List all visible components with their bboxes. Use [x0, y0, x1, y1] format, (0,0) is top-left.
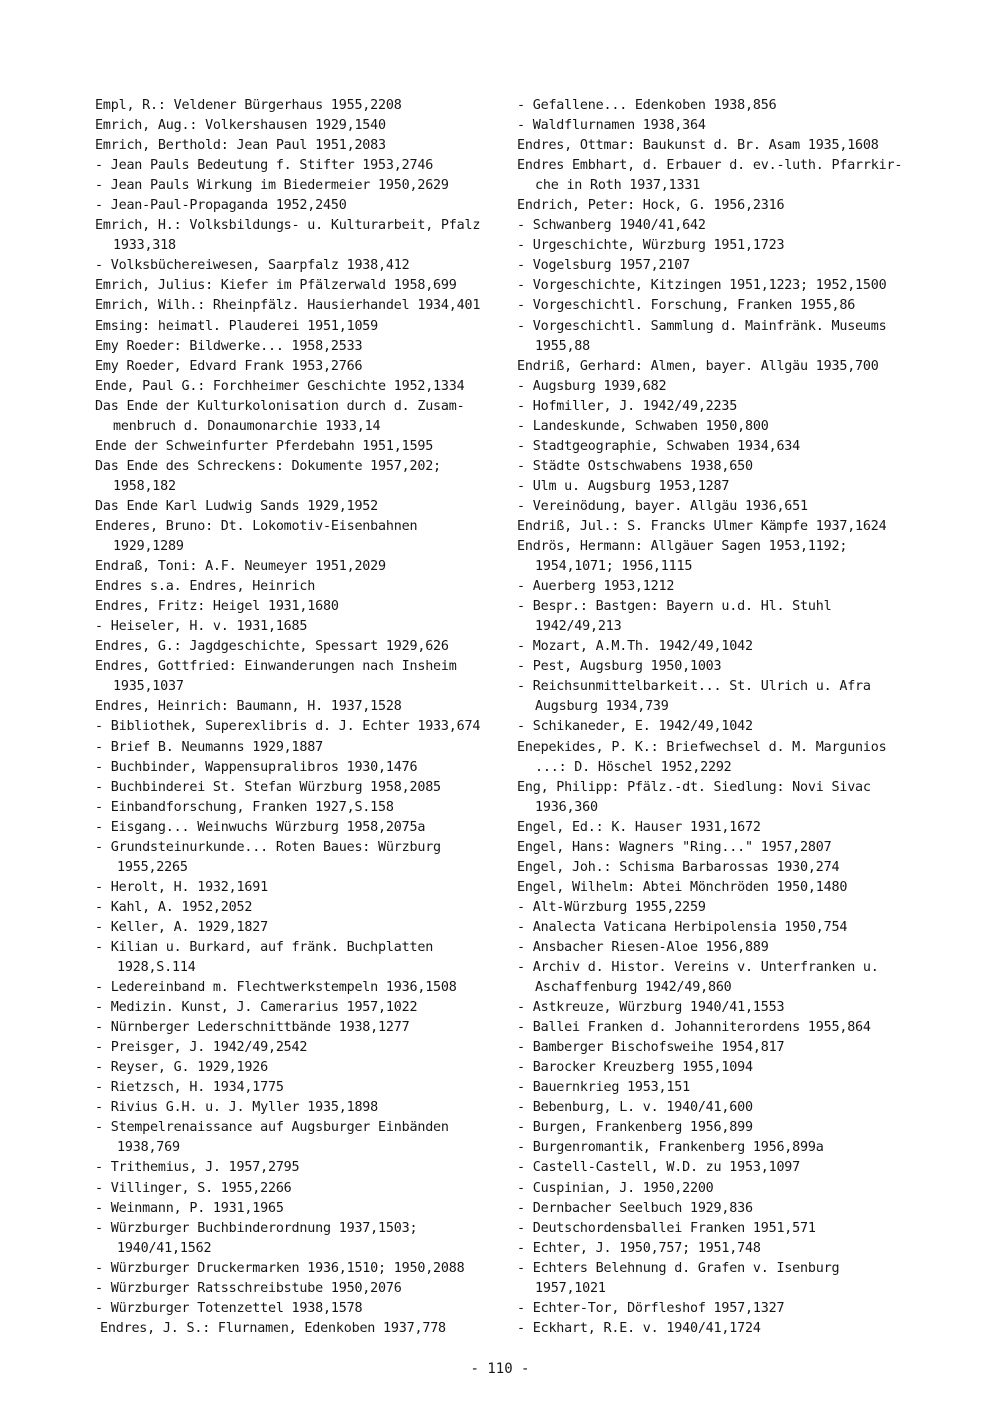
index-entry: Endrös, Hermann: Allgäuer Sagen 1953,1192;	[517, 539, 848, 555]
index-entry: - Burgenromantik, Frankenberg 1956,899a	[517, 1140, 824, 1156]
index-entry: - Kilian u. Burkard, auf fränk. Buchplatten	[95, 939, 434, 955]
index-entry: Engel, Joh.: Schisma Barbarossas 1930,274	[517, 859, 840, 875]
index-entry: Augsburg 1934,739	[535, 699, 669, 715]
index-entry: - Brief B. Neumanns 1929,1887	[95, 739, 323, 755]
index-entry: - Herolt, H. 1932,1691	[95, 879, 268, 895]
index-entry: - Ledereinband m. Flechtwerkstempeln 1936,1508	[95, 980, 457, 996]
index-entry: - Heiseler, H. v. 1931,1685	[95, 619, 308, 635]
index-entry: 1955,88	[535, 338, 591, 354]
index-entry: Das Ende des Schreckens: Dokumente 1957,202;	[95, 458, 441, 474]
index-entry: - Eisgang... Weinwuchs Würzburg 1958,2075a	[95, 819, 426, 835]
index-entry: Endres Embhart, d. Erbauer d. ev.-luth. Pfarrkir-	[517, 158, 903, 174]
index-entry: - Echter-Tor, Dörfleshof 1957,1327	[517, 1300, 785, 1316]
index-entry: - Würzburger Ratsschreibstube 1950,2076	[95, 1280, 402, 1296]
index-entry: Das Ende Karl Ludwig Sands 1929,1952	[95, 498, 379, 514]
index-entry: - Astkreuze, Würzburg 1940/41,1553	[517, 1000, 785, 1016]
index-entry: Eng, Philipp: Pfälz.-dt. Siedlung: Novi Sivac	[517, 779, 871, 795]
index-entry: - Vorgeschichtl. Sammlung d. Mainfränk. Museums	[517, 318, 887, 334]
index-entry: - Grundsteinurkunde... Roten Baues: Würzburg	[95, 839, 441, 855]
index-entry: 1957,1021	[535, 1280, 606, 1296]
index-entry: Das Ende der Kulturkolonisation durch d. Zusam-	[95, 398, 465, 414]
index-entry: Enderes, Bruno: Dt. Lokomotiv-Eisenbahnen	[95, 518, 418, 534]
index-entry: - Vorgeschichtl. Forschung, Franken 1955,86	[517, 298, 856, 314]
index-entry: - Augsburg 1939,682	[517, 378, 667, 394]
index-entry: - Echter, J. 1950,757; 1951,748	[517, 1240, 761, 1256]
index-entry: - Rietzsch, H. 1934,1775	[95, 1080, 284, 1096]
index-entry: 1955,2265	[117, 859, 188, 875]
index-entry: - Reichsunmittelbarkeit... St. Ulrich u. Afra	[517, 679, 871, 695]
index-entry: - Nürnberger Lederschnittbände 1938,1277	[95, 1020, 410, 1036]
index-entry: - Alt-Würzburg 1955,2259	[517, 899, 706, 915]
index-entry: 1935,1037	[113, 679, 184, 695]
index-entry: 1938,769	[117, 1140, 180, 1156]
index-entry: 1936,360	[535, 799, 598, 815]
index-entry: Endres, J. S.: Flurnamen, Edenkoben 1937,778	[100, 1320, 446, 1336]
index-entry: - Auerberg 1953,1212	[517, 579, 675, 595]
index-entry: Emrich, Berthold: Jean Paul 1951,2083	[95, 138, 386, 154]
index-entry: Endres, Ottmar: Baukunst d. Br. Asam 1935,1608	[517, 138, 879, 154]
index-entry: - Waldflurnamen 1938,364	[517, 118, 706, 134]
index-entry: - Buchbinder, Wappensupralibros 1930,1476	[95, 759, 418, 775]
index-entry: - Vorgeschichte, Kitzingen 1951,1223; 1952,1500	[517, 278, 887, 294]
index-entry: Engel, Ed.: K. Hauser 1931,1672	[517, 819, 761, 835]
index-entry: Emsing: heimatl. Plauderei 1951,1059	[95, 318, 379, 334]
index-entry: - Analecta Vaticana Herbipolensia 1950,754	[517, 919, 848, 935]
index-entry: - Jean Pauls Wirkung im Biedermeier 1950,2629	[95, 178, 449, 194]
index-entry: - Medizin. Kunst, J. Camerarius 1957,1022	[95, 1000, 418, 1016]
index-entry: 1940/41,1562	[117, 1240, 212, 1256]
index-entry: - Dernbacher Seelbuch 1929,836	[517, 1200, 753, 1216]
index-entry: Ende, Paul G.: Forchheimer Geschichte 1952,1334	[95, 378, 465, 394]
index-entry: 1958,182	[113, 478, 176, 494]
index-entry: - Würzburger Totenzettel 1938,1578	[95, 1300, 363, 1316]
index-entry: - Schikaneder, E. 1942/49,1042	[517, 719, 753, 735]
index-entry: - Bebenburg, L. v. 1940/41,600	[517, 1100, 753, 1116]
index-entry: - Keller, A. 1929,1827	[95, 919, 268, 935]
index-entry: - Deutschordensballei Franken 1951,571	[517, 1220, 816, 1236]
index-entry: - Stempelrenaissance auf Augsburger Einbänden	[95, 1120, 449, 1136]
index-entry: - Barocker Kreuzberg 1955,1094	[517, 1060, 753, 1076]
index-entry: che in Roth 1937,1331	[535, 178, 701, 194]
index-entry: Endres, Fritz: Heigel 1931,1680	[95, 599, 339, 615]
index-entry: Endres, G.: Jagdgeschichte, Spessart 1929,626	[95, 639, 449, 655]
index-entry: - Städte Ostschwabens 1938,650	[517, 458, 753, 474]
index-entry: Emrich, Wilh.: Rheinpfälz. Hausierhandel 1934,401	[95, 298, 481, 314]
index-entry: 1933,318	[113, 238, 176, 254]
index-entry: - Buchbinderei St. Stefan Würzburg 1958,2085	[95, 779, 441, 795]
index-entry: - Würzburger Druckermarken 1936,1510; 1950,2088	[95, 1260, 465, 1276]
left-column	[95, 96, 500, 1339]
index-entry: - Reyser, G. 1929,1926	[95, 1060, 268, 1076]
index-entry: 1929,1289	[113, 539, 184, 555]
index-entry: Emrich, Julius: Kiefer im Pfälzerwald 1958,699	[95, 278, 457, 294]
index-entry: 1928,S.114	[117, 960, 196, 976]
index-entry: - Bauernkrieg 1953,151	[517, 1080, 690, 1096]
index-entry: Emrich, Aug.: Volkershausen 1929,1540	[95, 118, 386, 134]
index-entry: - Stadtgeographie, Schwaben 1934,634	[517, 438, 801, 454]
index-entry: Engel, Hans: Wagners "Ring..." 1957,2807	[517, 839, 832, 855]
index-entry: - Jean-Paul-Propaganda 1952,2450	[95, 198, 347, 214]
index-entry: 1954,1071; 1956,1115	[535, 559, 693, 575]
index-entry: - Echters Belehnung d. Grafen v. Isenburg	[517, 1260, 840, 1276]
index-entry: Engel, Wilhelm: Abtei Mönchröden 1950,1480	[517, 879, 848, 895]
index-entry: Empl, R.: Veldener Bürgerhaus 1955,2208	[95, 98, 402, 113]
index-entry: - Einbandforschung, Franken 1927,S.158	[95, 799, 394, 815]
index-entry: - Archiv d. Histor. Vereins v. Unterfranken u.	[517, 960, 879, 976]
index-entry: - Castell-Castell, W.D. zu 1953,1097	[517, 1160, 801, 1176]
index-entry: - Ulm u. Augsburg 1953,1287	[517, 478, 730, 494]
index-entry: Aschaffenburg 1942/49,860	[535, 980, 732, 996]
index-entry: Endriß, Jul.: S. Francks Ulmer Kämpfe 1937,1624	[517, 518, 887, 534]
index-entry: - Ansbacher Riesen-Aloe 1956,889	[517, 939, 769, 955]
index-entry: - Schwanberg 1940/41,642	[517, 218, 706, 234]
index-entry: Endrich, Peter: Hock, G. 1956,2316	[517, 198, 785, 214]
index-entry: Ende der Schweinfurter Pferdebahn 1951,1595	[95, 438, 434, 454]
index-entry: - Trithemius, J. 1957,2795	[95, 1160, 300, 1176]
index-entry: - Vogelsburg 1957,2107	[517, 258, 690, 274]
index-entry: - Bamberger Bischofsweihe 1954,817	[517, 1040, 785, 1056]
index-entry: - Burgen, Frankenberg 1956,899	[517, 1120, 753, 1136]
index-entry: Emy Roeder, Edvard Frank 1953,2766	[95, 358, 363, 374]
index-entry: - Rivius G.H. u. J. Myller 1935,1898	[95, 1100, 379, 1116]
index-entry: Endraß, Toni: A.F. Neumeyer 1951,2029	[95, 559, 386, 575]
index-entry: Emrich, H.: Volksbildungs- u. Kulturarbeit, Pfalz	[95, 218, 481, 234]
index-entry: - Ballei Franken d. Johanniterordens 1955,864	[517, 1020, 871, 1036]
index-entry: - Eckhart, R.E. v. 1940/41,1724	[517, 1320, 761, 1336]
index-entry: - Kahl, A. 1952,2052	[95, 899, 253, 915]
index-entry: - Hofmiller, J. 1942/49,2235	[517, 398, 738, 414]
index-entry: - Würzburger Buchbinderordnung 1937,1503;	[95, 1220, 418, 1236]
index-entry: Emy Roeder: Bildwerke... 1958,2533	[95, 338, 363, 354]
index-entry: - Weinmann, P. 1931,1965	[95, 1200, 284, 1216]
index-entry: Endriß, Gerhard: Almen, bayer. Allgäu 1935,700	[517, 358, 879, 374]
index-entry: menbruch d. Donaumonarchie 1933,14	[113, 418, 381, 434]
index-entry: - Jean Pauls Bedeutung f. Stifter 1953,2746	[95, 158, 434, 174]
page-number: - 110 -	[470, 1361, 530, 1377]
index-entry: - Bibliothek, Superexlibris d. J. Echter 1933,674	[95, 719, 481, 735]
index-entry: - Gefallene... Edenkoben 1938,856	[517, 98, 777, 113]
index-entry: Enepekides, P. K.: Briefwechsel d. M. Margunios	[517, 739, 887, 755]
index-entry: - Preisger, J. 1942/49,2542	[95, 1040, 308, 1056]
index-entry: - Pest, Augsburg 1950,1003	[517, 659, 722, 675]
index-entry: Endres, Heinrich: Baumann, H. 1937,1528	[95, 699, 402, 715]
index-entry: - Cuspinian, J. 1950,2200	[517, 1180, 714, 1196]
index-entry: - Urgeschichte, Würzburg 1951,1723	[517, 238, 785, 254]
index-entry: ...: D. Höschel 1952,2292	[535, 759, 732, 775]
index-entry: - Volksbüchereiwesen, Saarpfalz 1938,412	[95, 258, 410, 274]
index-entry: - Landeskunde, Schwaben 1950,800	[517, 418, 769, 434]
index-entry: - Vereinödung, bayer. Allgäu 1936,651	[517, 498, 808, 514]
index-entry: - Bespr.: Bastgen: Bayern u.d. Hl. Stuhl	[517, 599, 832, 615]
index-entry: Endres s.a. Endres, Heinrich	[95, 579, 316, 595]
index-entry: 1942/49,213	[535, 619, 622, 635]
index-entry: - Villinger, S. 1955,2266	[95, 1180, 292, 1196]
index-entry: - Mozart, A.M.Th. 1942/49,1042	[517, 639, 753, 655]
right-column	[517, 96, 927, 1339]
index-entry: Endres, Gottfried: Einwanderungen nach Insheim	[95, 659, 457, 675]
